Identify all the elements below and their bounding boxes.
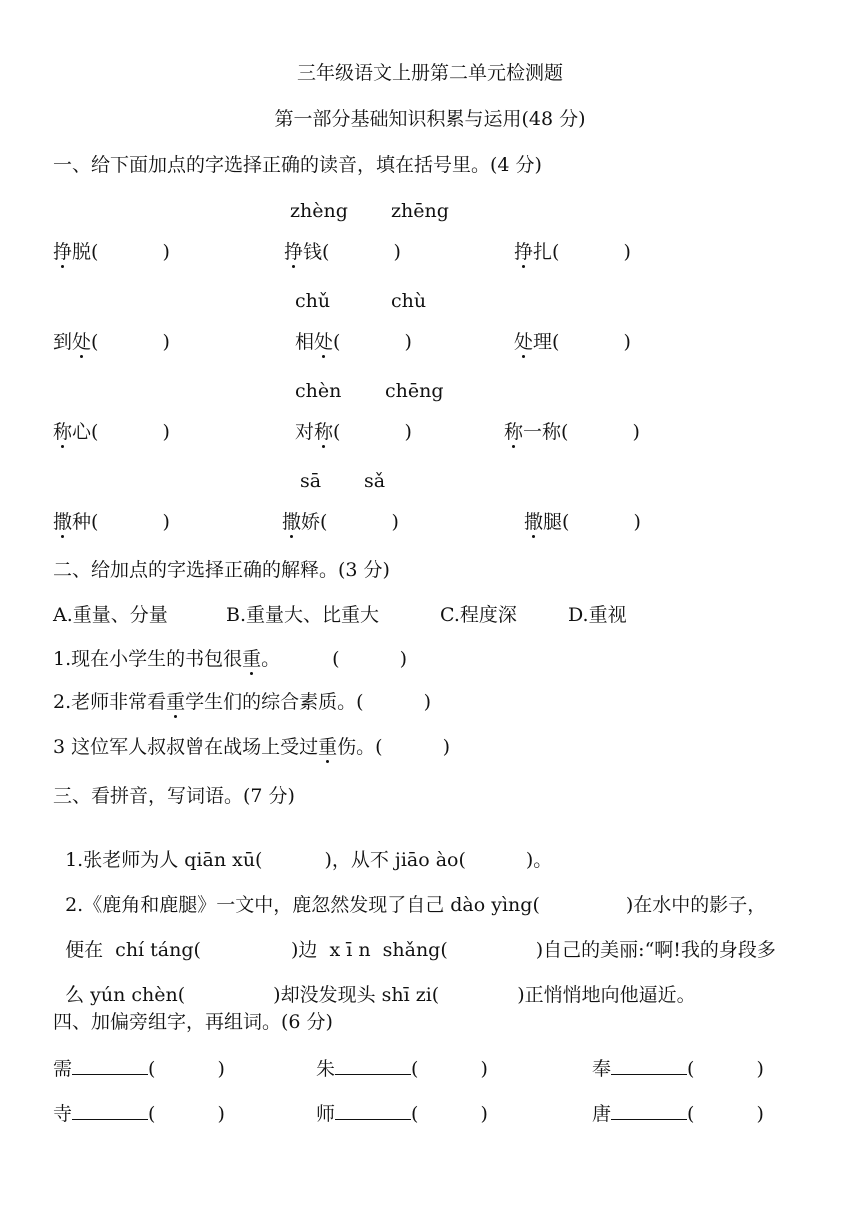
q3-line-4-part-2: )却没发现头 shī zi(	[273, 984, 440, 1006]
q2-item-prefix: 2.老师非常看	[53, 691, 167, 713]
word-suffix: 种	[72, 511, 92, 533]
q4-heading: 四、加偏旁组字，再组词。(6 分)	[53, 1011, 333, 1033]
word-item	[53, 333, 170, 352]
dotted-character: 重	[242, 648, 262, 670]
base-character: 师	[316, 1103, 336, 1125]
paren-open: (	[552, 331, 560, 353]
paren-open: (	[91, 421, 99, 443]
paren-close: )	[162, 511, 170, 533]
q3-line-3-part-2: )边 x ī n shǎng(	[290, 939, 448, 961]
q3-line-2-part-2: )在水中的影子，	[625, 894, 767, 916]
q3-line-3-part-3: )自己的美丽:“啊!我的身段多	[535, 939, 776, 961]
paren-open: (	[411, 1058, 419, 1080]
word-suffix: 腿	[543, 511, 563, 533]
pinyin-option: chù	[391, 290, 427, 312]
q3-line-3	[53, 922, 776, 960]
word-suffix: 一称	[523, 421, 562, 443]
q1-heading: 一、给下面加点的字选择正确的读音，填在括号里。(4 分)	[53, 154, 542, 176]
dotted-character: 撒	[524, 511, 544, 533]
pinyin-option: zhèng	[290, 200, 348, 222]
q2-item	[53, 738, 450, 757]
word-prefix: 相	[295, 331, 315, 353]
dotted-character: 挣	[514, 241, 534, 263]
dotted-character: 重	[318, 736, 338, 758]
radical-item	[316, 1058, 488, 1079]
word-item	[514, 243, 631, 262]
word-item	[524, 513, 641, 532]
dotted-character: 撒	[282, 511, 302, 533]
paren-open: (	[375, 736, 383, 758]
pinyin-option: sǎ	[364, 470, 386, 492]
dotted-character: 称	[53, 421, 73, 443]
base-character: 唐	[592, 1103, 612, 1125]
answer-underline[interactable]	[611, 1103, 687, 1120]
word-prefix: 到	[53, 331, 73, 353]
q3-line-4-part-3: )正悄悄地向他逼近。	[517, 984, 696, 1006]
word-item	[284, 243, 401, 262]
word-item	[295, 333, 412, 352]
paren-close: )	[162, 241, 170, 263]
q2-item-prefix: 3 这位军人叔叔曾在战场上受过	[53, 736, 319, 758]
answer-underline[interactable]	[72, 1058, 148, 1075]
word-prefix: 对	[295, 421, 315, 443]
q3-heading: 三、看拼音，写词语。(7 分)	[53, 785, 295, 807]
paren-open: (	[552, 241, 560, 263]
paren-close: )	[442, 736, 451, 758]
paren-open: (	[91, 511, 99, 533]
q2-item-suffix: 。	[261, 648, 281, 670]
paren-close: )	[399, 648, 408, 670]
answer-underline[interactable]	[335, 1103, 411, 1120]
paren-close: )	[391, 511, 399, 533]
q3-line-1-part-1: 1.张老师为人 qiān xū(	[65, 849, 263, 871]
word-item	[53, 243, 170, 262]
word-suffix: 脱	[72, 241, 92, 263]
paren-close: )	[217, 1103, 225, 1125]
answer-underline[interactable]	[335, 1058, 411, 1075]
paren-close: )	[480, 1103, 488, 1125]
paren-close: )	[633, 511, 641, 533]
q2-item	[53, 650, 407, 669]
word-item	[504, 423, 640, 442]
q2-option-d: D.重视	[568, 604, 627, 626]
answer-underline[interactable]	[72, 1103, 148, 1120]
paren-close: )	[623, 241, 631, 263]
paren-close: )	[623, 331, 631, 353]
dotted-character: 重	[166, 691, 186, 713]
word-suffix: 心	[72, 421, 92, 443]
q2-item	[53, 693, 431, 712]
paren-close: )	[217, 1058, 225, 1080]
q2-item-suffix: 学生们的综合素质。	[185, 691, 357, 713]
paren-close: )	[162, 421, 170, 443]
word-item	[514, 333, 631, 352]
base-character: 朱	[316, 1058, 336, 1080]
paren-open: (	[320, 511, 328, 533]
paren-close: )	[480, 1058, 488, 1080]
page-title: 三年级语文上册第二单元检测题	[296, 62, 563, 84]
dotted-character: 处	[72, 331, 92, 353]
q2-item-suffix: 伤。	[337, 736, 376, 758]
q2-heading: 二、给加点的字选择正确的解释。(3 分)	[53, 559, 390, 581]
pinyin-option: chèn	[295, 380, 342, 402]
q3-line-1-part-2: )，从不 jiāo ào(	[324, 849, 466, 871]
base-character: 需	[53, 1058, 73, 1080]
pinyin-option: chēng	[385, 380, 444, 402]
word-suffix: 扎	[533, 241, 553, 263]
word-item	[53, 513, 170, 532]
paren-close: )	[756, 1058, 764, 1080]
section-subtitle: 第一部分基础知识积累与运用(48 分)	[274, 108, 586, 130]
paren-close: )	[423, 691, 432, 713]
paren-open: (	[687, 1058, 695, 1080]
q2-item-prefix: 1.现在小学生的书包很	[53, 648, 243, 670]
q2-option-b: B.重量大、比重大	[226, 604, 380, 626]
pinyin-option: sā	[300, 470, 322, 492]
dotted-character: 撒	[53, 511, 73, 533]
word-item	[295, 423, 412, 442]
pinyin-option: zhēng	[391, 200, 449, 222]
paren-open: (	[148, 1103, 156, 1125]
paren-close: )	[162, 331, 170, 353]
q3-line-2	[53, 877, 766, 915]
dotted-character: 称	[504, 421, 524, 443]
paren-close: )	[393, 241, 401, 263]
dotted-character: 处	[314, 331, 334, 353]
answer-underline[interactable]	[611, 1058, 687, 1075]
paren-close: )	[756, 1103, 764, 1125]
word-suffix: 娇	[301, 511, 321, 533]
paren-close: )	[404, 331, 412, 353]
q3-line-4-part-1: 么 yún chèn(	[65, 984, 186, 1006]
paren-open: (	[561, 421, 569, 443]
paren-open: (	[91, 331, 99, 353]
word-suffix: 钱	[303, 241, 323, 263]
pinyin-option: chǔ	[295, 290, 331, 312]
q3-line-4	[53, 967, 696, 1005]
paren-close: )	[404, 421, 412, 443]
base-character: 奉	[592, 1058, 612, 1080]
radical-item	[592, 1103, 764, 1124]
radical-item	[53, 1058, 225, 1079]
paren-open: (	[333, 331, 341, 353]
dotted-character: 挣	[53, 241, 73, 263]
paren-open: (	[356, 691, 364, 713]
radical-item	[53, 1103, 225, 1124]
paren-open: (	[91, 241, 99, 263]
word-item	[282, 513, 399, 532]
q3-line-2-part-1: 2.《鹿角和鹿腿》一文中，鹿忽然发现了自己 dào yìng(	[65, 894, 540, 916]
word-suffix: 理	[533, 331, 553, 353]
radical-item	[316, 1103, 488, 1124]
dotted-character: 挣	[284, 241, 304, 263]
word-item	[53, 423, 170, 442]
paren-open: (	[322, 241, 330, 263]
radical-item	[592, 1058, 764, 1079]
dotted-character: 称	[314, 421, 334, 443]
paren-open: (	[148, 1058, 156, 1080]
base-character: 寺	[53, 1103, 73, 1125]
q3-line-3-part-1: 便在 chí táng(	[65, 939, 201, 961]
q3-line-1-part-3: )。	[525, 849, 553, 871]
paren-open: (	[332, 648, 340, 670]
paren-open: (	[687, 1103, 695, 1125]
q2-option-a: A.重量、分量	[53, 604, 168, 626]
paren-open: (	[562, 511, 570, 533]
paren-close: )	[632, 421, 640, 443]
paren-open: (	[411, 1103, 419, 1125]
q3-line-1	[53, 832, 552, 870]
q2-option-c: C.程度深	[440, 604, 517, 626]
dotted-character: 处	[514, 331, 534, 353]
paren-open: (	[333, 421, 341, 443]
